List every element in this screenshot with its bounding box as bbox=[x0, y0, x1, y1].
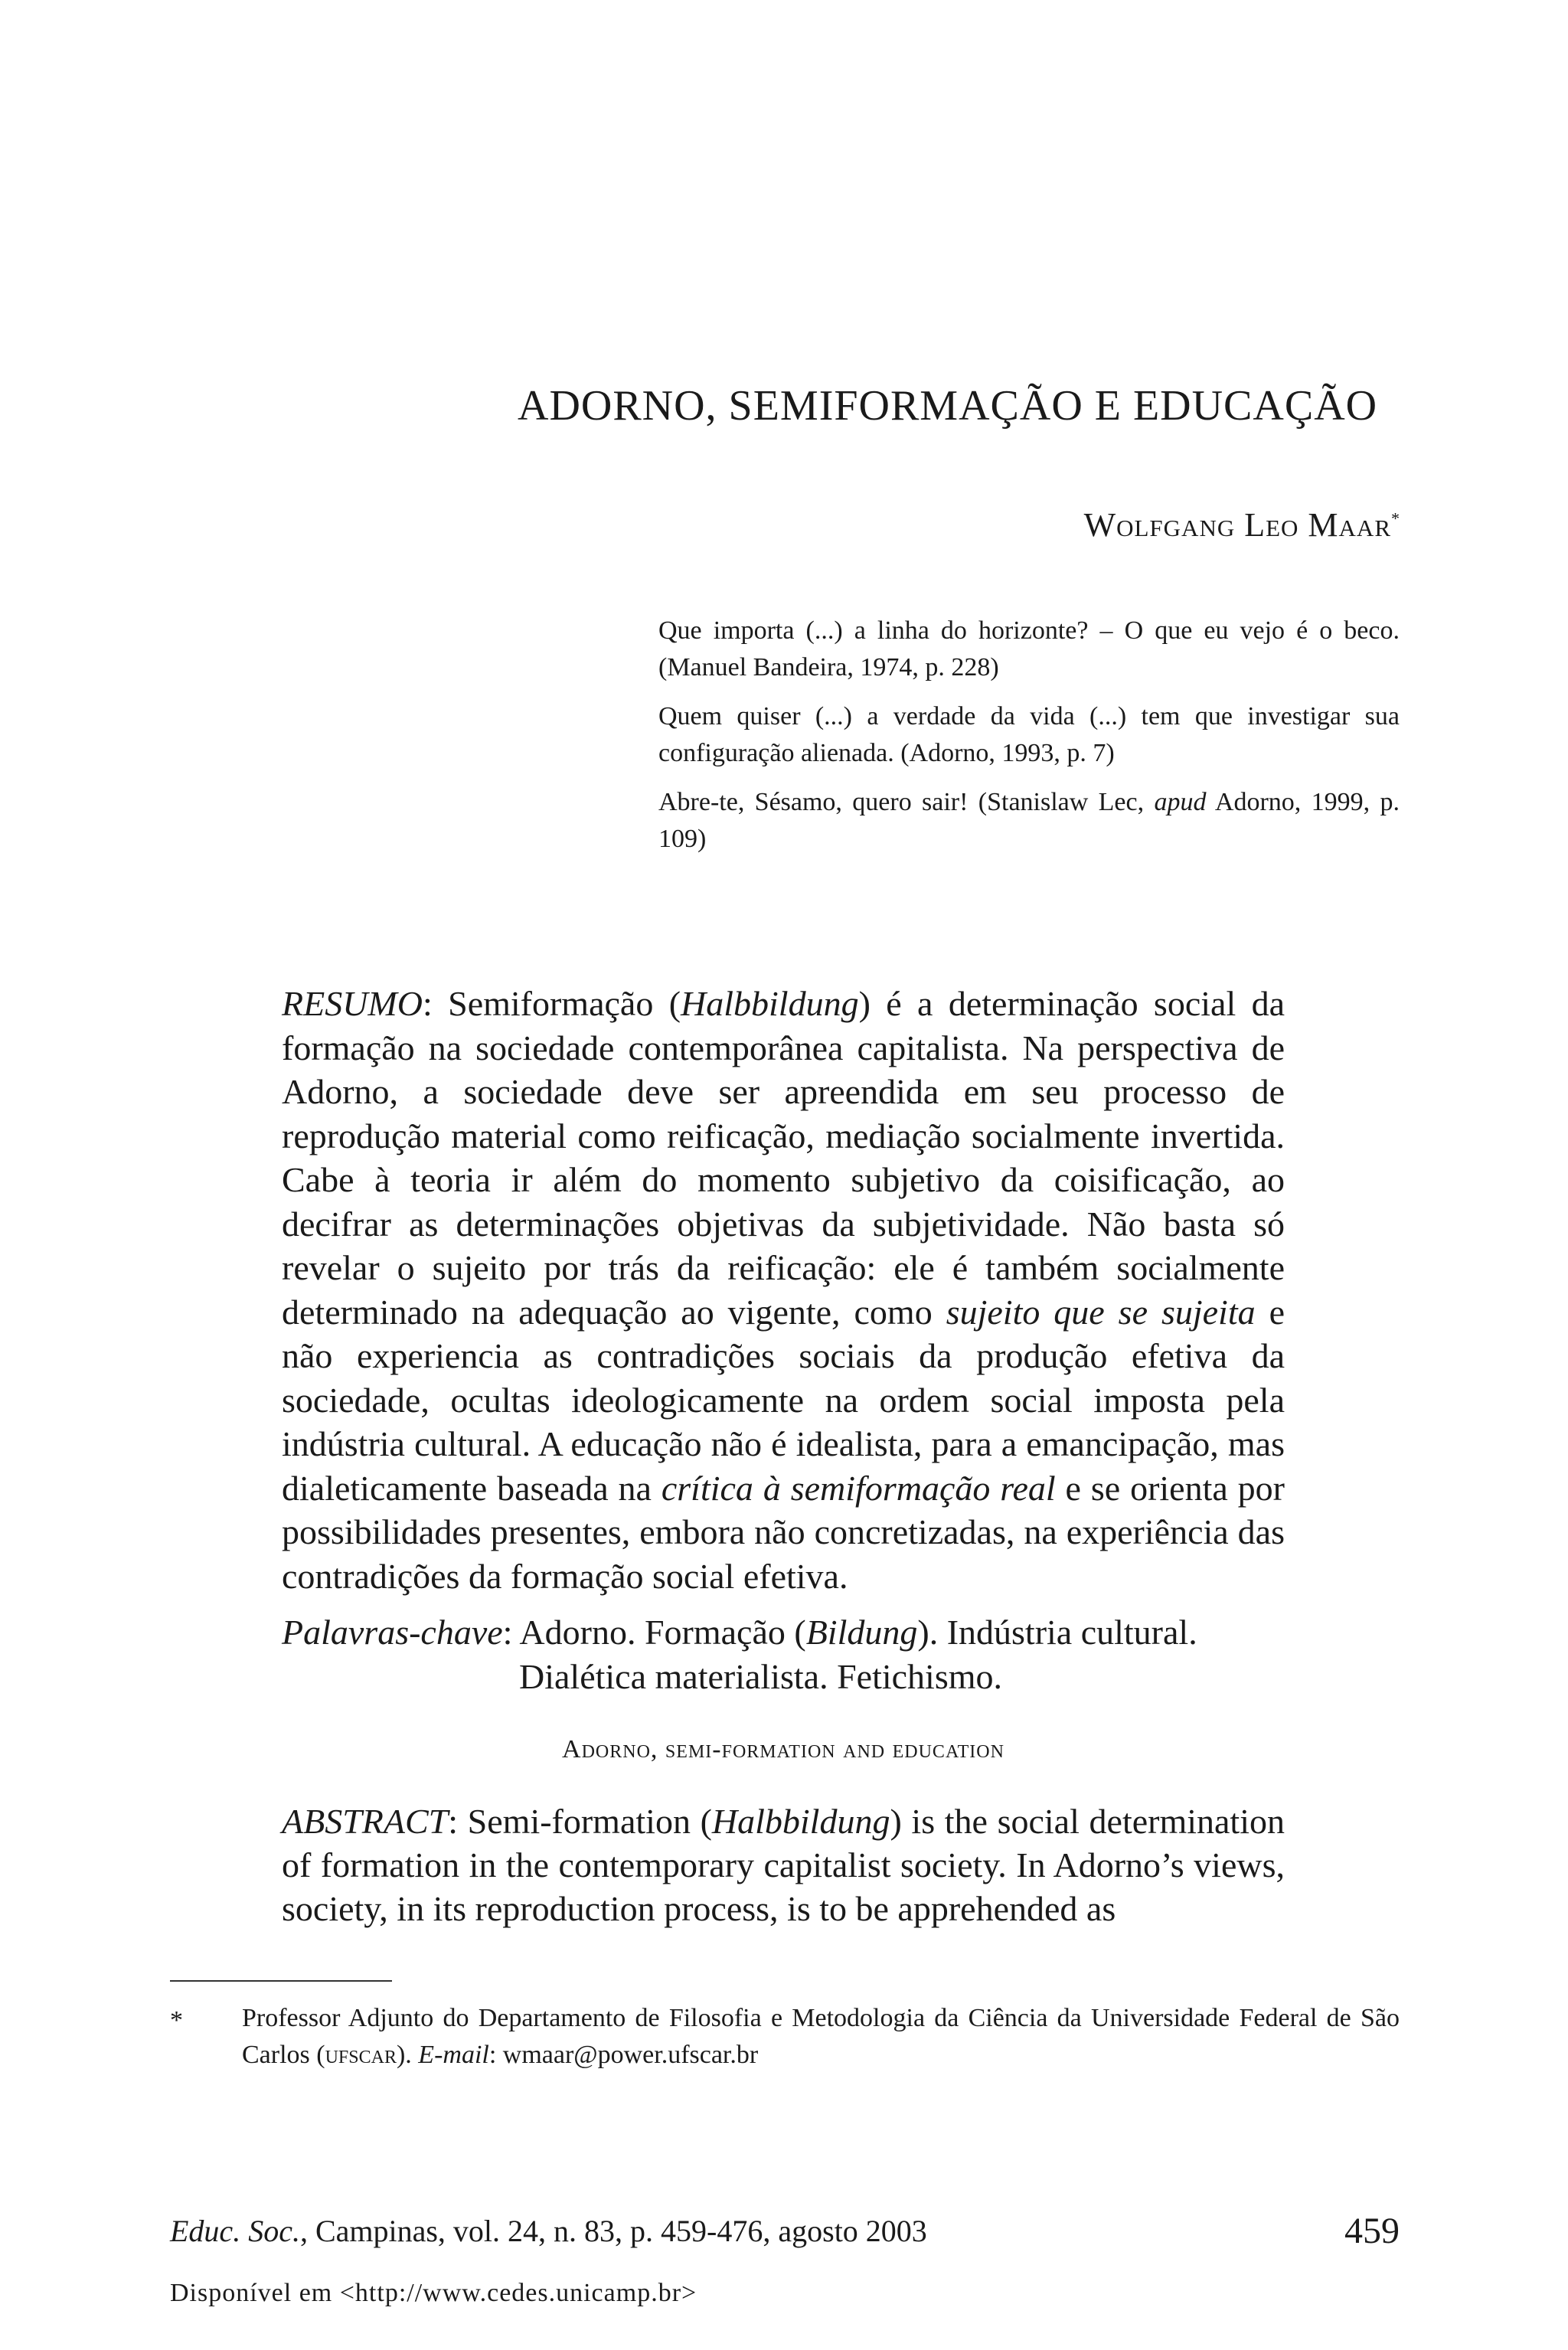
abstract-pt-label: RESUMO bbox=[282, 984, 423, 1023]
epigraph-3: Abre-te, Sésamo, quero sair! (Stanislaw Lec, apud Adorno, 1999, p. 109) bbox=[658, 788, 1400, 853]
journal-citation: Educ. Soc., Campinas, vol. 24, n. 83, p. 459-476, agosto 2003 bbox=[170, 2214, 927, 2248]
keywords: Palavras-chave: Adorno. Formação (Bildung). Indústria cultural. Dialética materialista. Fetichismo. bbox=[282, 1610, 1285, 1698]
footnote-text: Professor Adjunto do Departamento de Filosofia e Metodologia da Ciência da Universidade Federal de São Carlos (ufscar). E-mail: wmaar@power.ufscar.br bbox=[242, 2004, 1400, 2069]
author-line bbox=[1084, 505, 1400, 544]
page-number: 459 bbox=[1344, 2211, 1400, 2251]
epigraph-2: Quem quiser (...) a verdade da vida (...) tem que investigar sua configuração alienada. (Adorno, 1993, p. 7) bbox=[658, 702, 1400, 767]
page-title: ADORNO, SEMIFORMAÇÃO E EDUCAÇÃO bbox=[518, 382, 1378, 430]
keywords-label: Palavras-chave bbox=[282, 1613, 503, 1652]
journal-name: Educ. Soc. bbox=[170, 2214, 300, 2248]
footnote-rule bbox=[170, 1980, 392, 1982]
keywords-line-2: Dialética materialista. Fetichismo. bbox=[519, 1656, 1003, 1696]
english-title: Adorno, semi-formation and education bbox=[562, 1735, 1004, 1763]
abstract-en-label: ABSTRACT bbox=[282, 1802, 449, 1841]
author-footnote-marker[interactable]: * bbox=[1391, 508, 1400, 528]
abstract-en-text: ABSTRACT: Semi-formation (Halbbildung) is the social determination of formation in the contemporary capitalist society. In Adorno’s views, society, in its reproduction process, is to be apprehended as bbox=[282, 1802, 1285, 1928]
abstract-en bbox=[282, 1799, 1285, 1930]
footnote-marker: * bbox=[170, 2006, 183, 2035]
abstract-pt bbox=[282, 982, 1285, 1698]
availability-line[interactable]: Disponível em <http://www.cedes.unicamp.br> bbox=[170, 2279, 697, 2307]
abstract-pt-text: RESUMO: Semiformação (Halbbildung) é a determinação social da formação na sociedade contemporânea capitalista. Na perspectiva de Adorno, a sociedade deve ser apreendida em seu processo de reprodução material como reificação, mediação socialmente invertida. Cabe à teoria ir além do momento subjetivo da coisificação, ao decifrar as determinações objetivas da subjetividade. Não basta só revelar o sujeito por trás da reificação: ele é também socialmente determinado na adequação ao vigente, como sujeito que se sujeita e não experiencia as contradições sociais da produção efetiva da sociedade, ocultas ideologicamente na ordem social imposta pela indústria cultural. A educação não é idealista, para a emancipação, mas dialeticamente baseada na crítica à semiformação real e se orienta por possibilidades presentes, embora não concretizadas, na experiência das contradições da formação social efetiva. bbox=[282, 984, 1285, 1596]
epigraph-1: Que importa (...) a linha do horizonte? – O que eu vejo é o beco. (Manuel Bandeira, 1974, p. 228) bbox=[658, 616, 1400, 681]
epigraphs bbox=[658, 613, 1400, 870]
institution-abbr: ufscar bbox=[325, 2041, 397, 2069]
author-name: Wolfgang Leo Maar bbox=[1083, 506, 1391, 544]
